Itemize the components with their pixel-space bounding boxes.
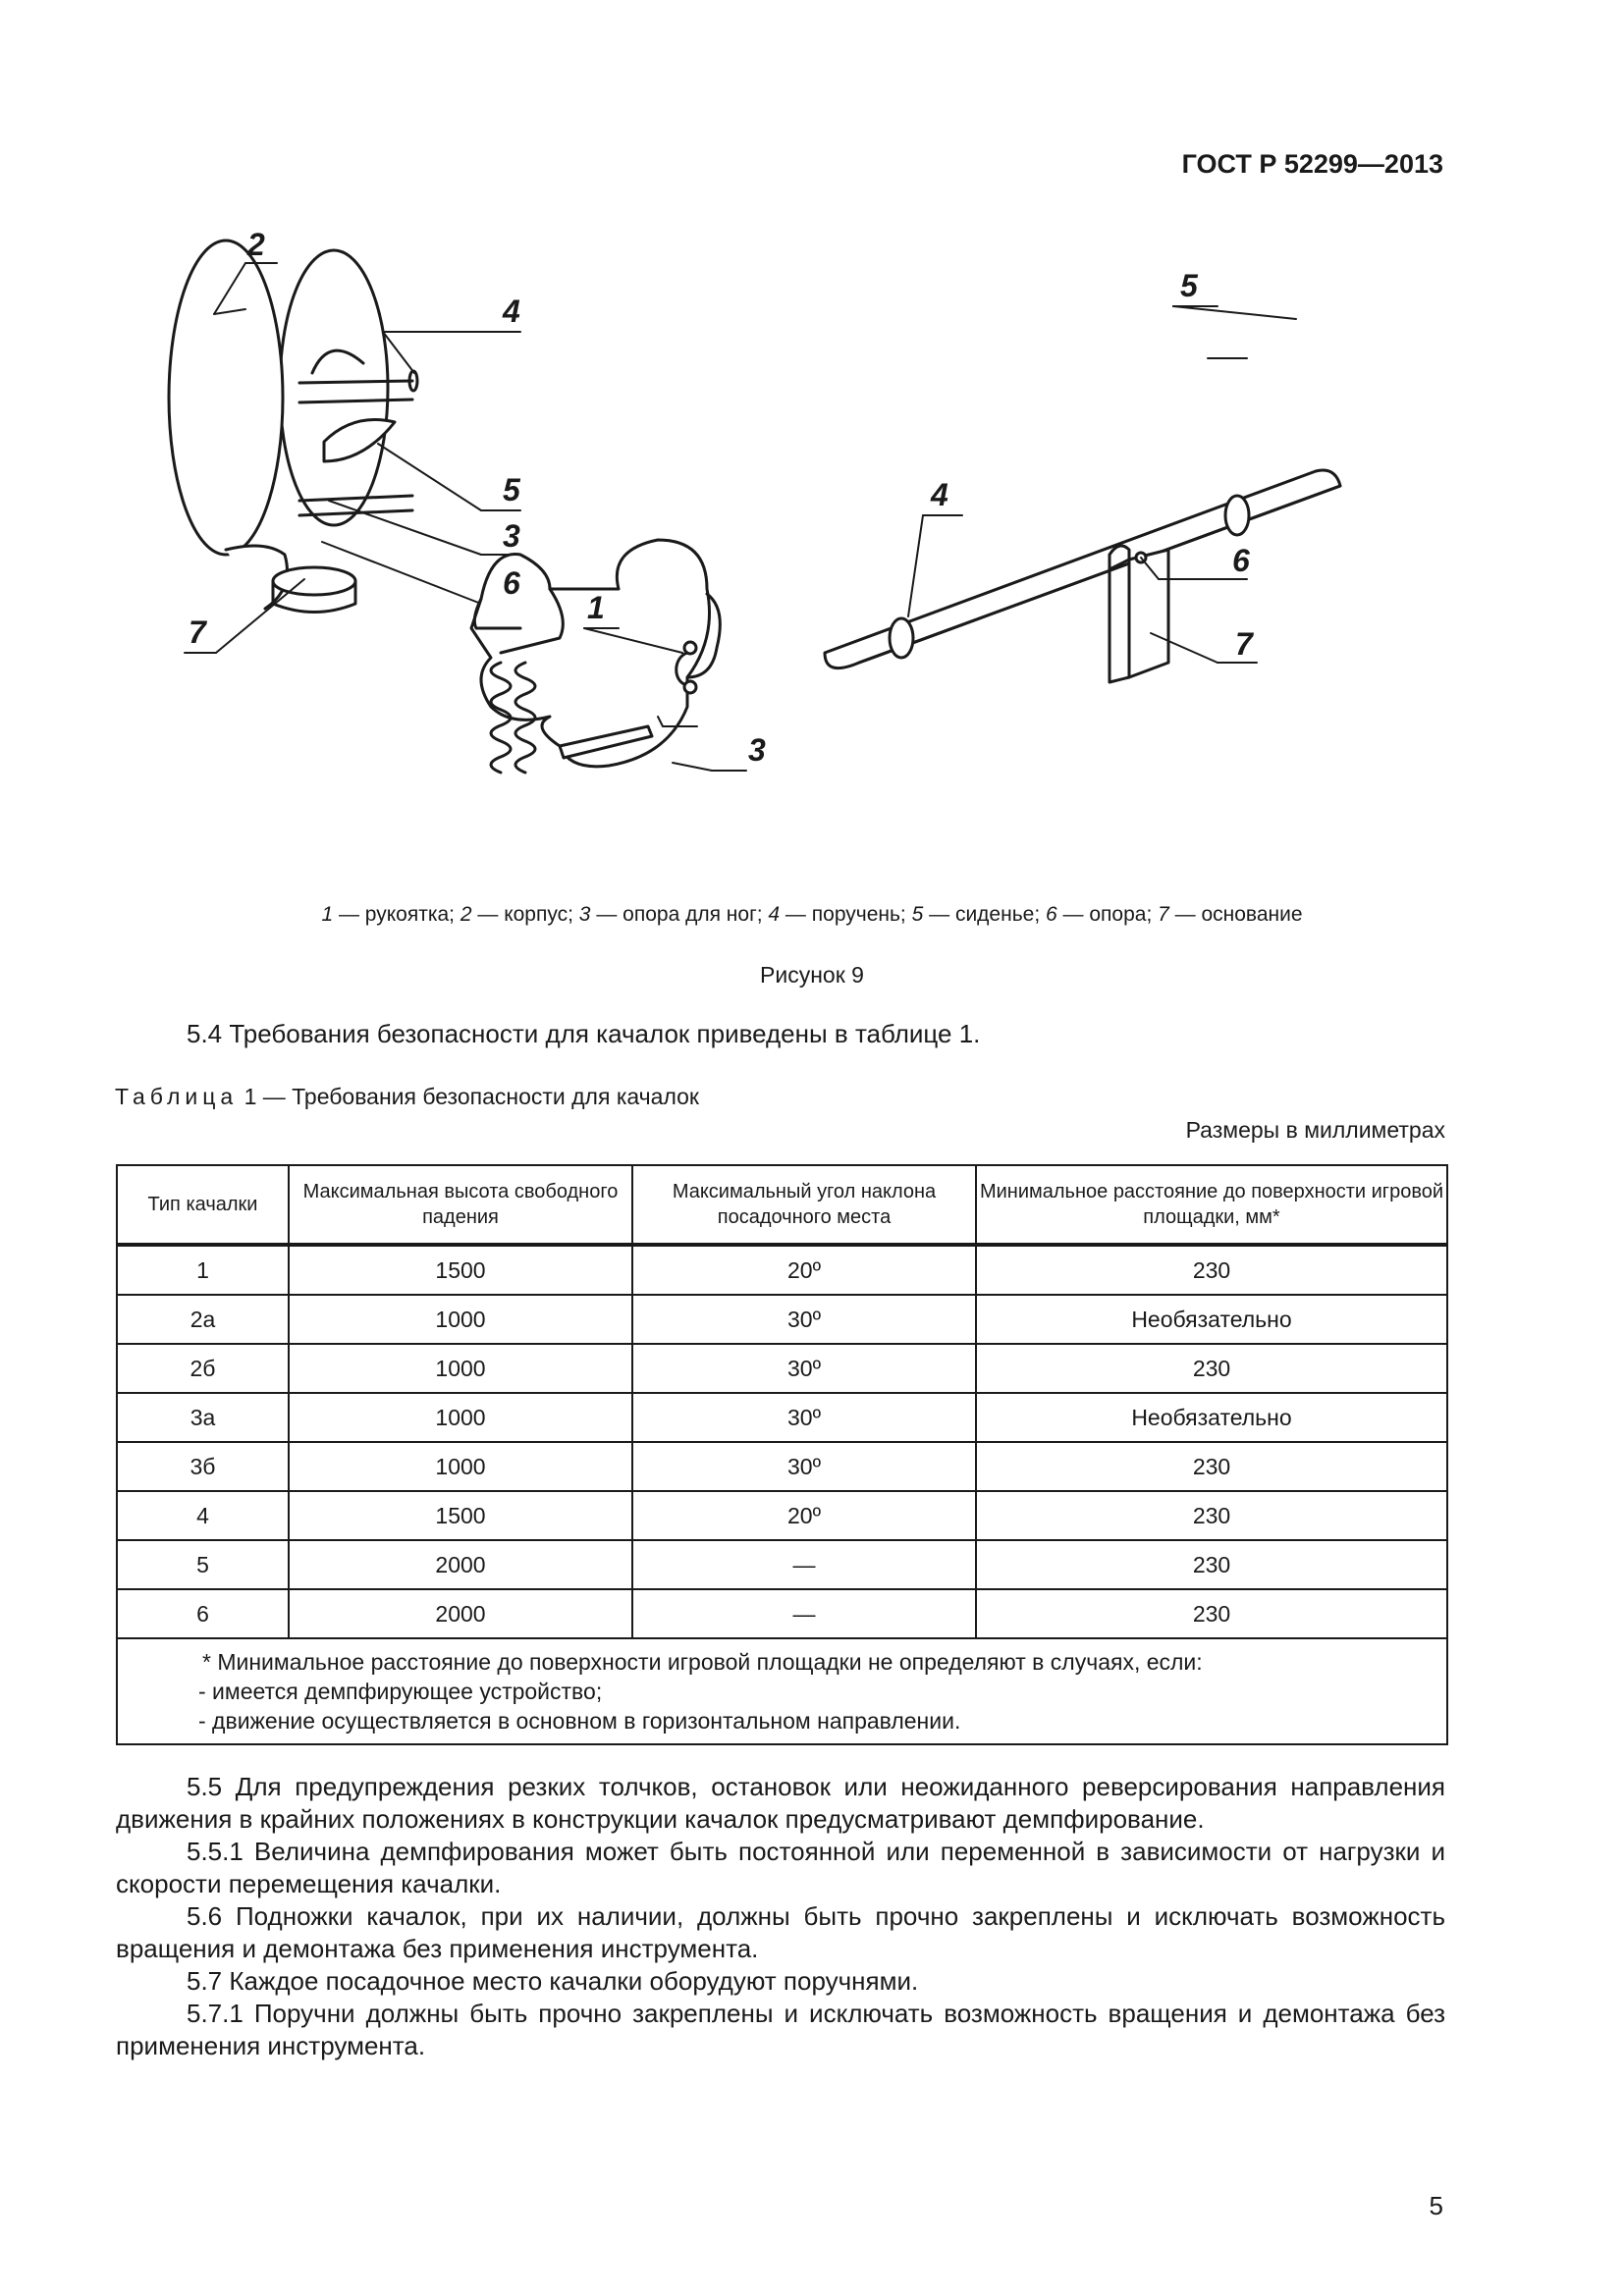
paragraph-5-7-1: 5.7.1 Поручни должны быть прочно закреплены и исключать возможность вращения и демонтажа без применения инструмента. — [116, 1999, 1445, 2060]
paragraph-5-7: 5.7 Каждое посадочное место качалки оборудуют поручнями. — [187, 1966, 919, 1996]
callout-4: 4 — [503, 294, 520, 329]
paragraph-5-6: 5.6 Подножки качалок, при их наличии, должны быть прочно закреплены и исключать возможность вращения и демонтажа без применения инструмента. — [116, 1901, 1445, 1963]
page-number: 5 — [1429, 2191, 1443, 2220]
callout-6: 6 — [1232, 543, 1250, 578]
table-title: Таблица 1 — Требования безопасности для качалок — [115, 1084, 699, 1109]
figure-title: Рисунок 9 — [760, 962, 864, 988]
table-row: 2б 1000 30º 230 — [117, 1344, 1447, 1393]
paragraph-5-4: 5.4 Требования безопасности для качалок приведены в таблице 1. — [187, 1019, 981, 1048]
callout-2: 2 — [247, 227, 265, 262]
figure-legend: 1 — рукоятка; 2 — корпус; 3 — опора для ног; 4 — поручень; 5 — сиденье; 6 — опора; 7 — основание — [321, 903, 1303, 926]
callout-3: 3 — [503, 518, 520, 554]
callout-3: 3 — [748, 732, 766, 768]
paragraph-5-5-1: 5.5.1 Величина демпфирования может быть постоянной или переменной в зависимости от нагрузки и скорости перемещения качалки. — [116, 1837, 1445, 1898]
table-row: 1 1500 20º 230 — [117, 1245, 1447, 1295]
table-row: 4 1500 20º 230 — [117, 1491, 1447, 1540]
table-row: 3а 1000 30º Необязательно — [117, 1393, 1447, 1442]
rocker-double-disc-drawing — [169, 240, 520, 653]
seesaw-beam-drawing — [825, 306, 1340, 682]
header-seat-angle: Максимальный угол наклона посадочного места — [632, 1165, 976, 1245]
table-note-row — [117, 1638, 1447, 1744]
body-paragraphs — [116, 1771, 1445, 2062]
header-min-distance: Минимальное расстояние до поверхности игровой площадки, мм* — [976, 1165, 1447, 1245]
callout-7: 7 — [1235, 626, 1253, 662]
table-units: Размеры в миллиметрах — [1185, 1117, 1445, 1143]
table-footnote: * Минимальное расстояние до поверхности игровой площадки не определяют в случаях, если: - имеется демпфирующее устройство; - движение осуществляется в основном в горизонтальном направлении. — [117, 1638, 1447, 1744]
header-fall-height: Максимальная высота свободного падения — [289, 1165, 632, 1245]
table-row: 3б 1000 30º 230 — [117, 1442, 1447, 1491]
safety-requirements-table — [116, 1164, 1448, 1745]
table-header-row — [117, 1165, 1447, 1245]
callout-1: 1 — [587, 590, 605, 625]
callout-4: 4 — [931, 477, 948, 512]
table-row: 2а 1000 30º Необязательно — [117, 1295, 1447, 1344]
document-header: ГОСТ Р 52299—2013 — [1181, 149, 1443, 179]
figure-9-illustration — [137, 216, 1453, 883]
callout-5: 5 — [503, 472, 520, 507]
header-type: Тип качалки — [117, 1165, 289, 1245]
table-row: 6 2000 — 230 — [117, 1589, 1447, 1638]
paragraph-5-5: 5.5 Для предупреждения резких толчков, остановок или неожиданного реверсирования направления движения в крайних положениях в конструкции качалок предусматривают демпфирование. — [116, 1772, 1445, 1834]
callout-6: 6 — [503, 565, 520, 601]
callout-7: 7 — [189, 614, 206, 650]
table-row: 5 2000 — 230 — [117, 1540, 1447, 1589]
callout-5: 5 — [1180, 268, 1198, 303]
